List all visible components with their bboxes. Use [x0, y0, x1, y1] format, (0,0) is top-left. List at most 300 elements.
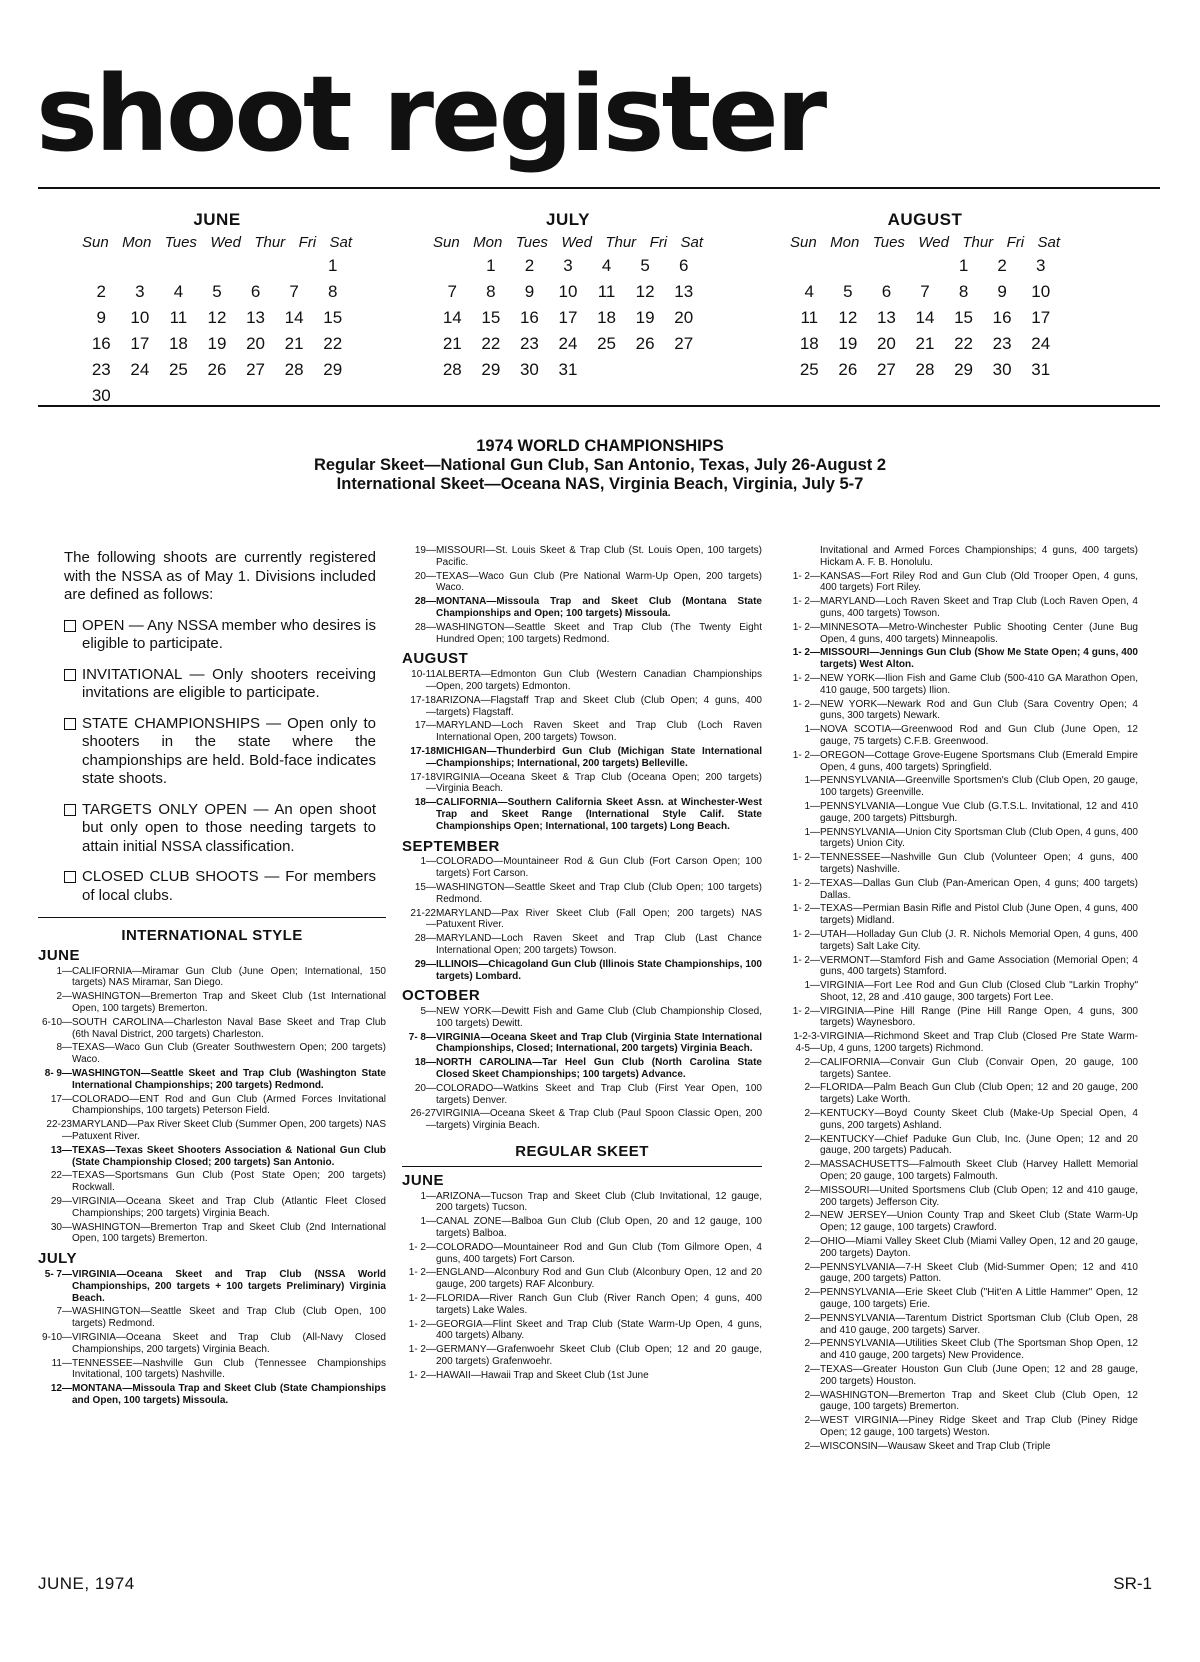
shoot-date: 1- 2—	[792, 570, 820, 582]
shoot-description: NEW JERSEY—Union County Trap and Skeet Club (State Warm-Up Open; 12 gauge, 100 targets) Crawford.	[820, 1210, 1138, 1234]
shoot-description: COLORADO—Watkins Skeet and Trap Club (First Year Open, 100 targets) Denver.	[436, 1082, 762, 1106]
definition-text: INVITATIONAL — Only shooters receiving invitations are eligible to participate.	[82, 665, 376, 701]
shoot-entry	[38, 1119, 386, 1143]
shoot-date: 30—	[50, 1221, 72, 1233]
calendar-day	[159, 254, 198, 278]
calendar-day: 26	[635, 334, 655, 353]
calendar-day: 5	[212, 282, 222, 301]
shoot-description: MISSOURI—United Sportsmens Club (Club Open; 12 and 410 gauge, 200 targets) Jefferson City.	[820, 1184, 1138, 1208]
shoot-entry	[786, 852, 1138, 876]
weekday-label: Fri	[1006, 234, 1025, 251]
calendar-day	[275, 254, 314, 278]
calendar-day: 15	[954, 308, 974, 327]
shoot-description: MINNESOTA—Metro-Winchester Public Shooting Center (June Bug Open, 4 guns, 400 targets) Minneapolis.	[820, 621, 1138, 645]
division-definitions	[64, 617, 376, 906]
shoot-entry	[402, 1108, 762, 1132]
shoot-description: VIRGINIA—Richmond Skeet and Trap Club (Closed Pre State Warm-Up, 4 guns, 1200 targets) Richmond.	[820, 1031, 1138, 1055]
calendar-june	[82, 210, 352, 408]
column-3	[786, 545, 1138, 1455]
calendar-day: 29	[954, 360, 974, 379]
calendar-month-name: JUNE	[193, 210, 241, 229]
shoot-description: TEXAS—Waco Gun Club (Greater Southwestern Open; 200 targets) Waco.	[72, 1042, 386, 1066]
shoot-description: MARYLAND—Pax River Skeet Club (Summer Open, 200 targets) NAS Patuxent River.	[72, 1119, 386, 1142]
shoot-date: 1- 2—	[792, 954, 820, 966]
weekday-label: Sun	[433, 234, 460, 251]
shoot-date: 17-18—	[410, 694, 436, 718]
shoot-date: 1—	[420, 856, 436, 868]
shoot-date: 18—	[414, 797, 436, 809]
month-heading-august: AUGUST	[402, 650, 469, 668]
checkbox-icon	[64, 871, 76, 883]
shoot-description: VIRGINIA—Oceana Skeet and Trap Club (Atlantic Fleet Closed Championships; 200 targets) Virginia Beach.	[72, 1195, 386, 1219]
shoot-description: PENNSYLVANIA—Greenville Sportsmen's Club (Club Open, 20 gauge, 100 targets) Greenville.	[820, 775, 1138, 799]
calendar-day: 29	[323, 360, 343, 379]
calendar-day: 10	[130, 308, 150, 327]
shoot-date: 1- 2—	[792, 749, 820, 761]
shoot-entry	[38, 1170, 386, 1194]
shoot-entry	[402, 1319, 762, 1343]
shoot-entry	[786, 929, 1138, 953]
shoot-date: 1—	[804, 980, 820, 992]
shoot-date: 19—	[414, 545, 436, 556]
shoot-entry	[38, 1145, 386, 1169]
calendar-weekday-header	[790, 234, 1060, 251]
calendar-day	[121, 254, 160, 278]
shoot-date: 5—	[420, 1006, 436, 1018]
calendar-day: 21	[915, 334, 935, 353]
weekday-label: Sun	[82, 234, 109, 251]
calendar-day: 15	[481, 308, 501, 327]
shoot-date: 8—	[56, 1042, 72, 1054]
shoot-description: GEORGIA—Flint Skeet and Trap Club (State Warm-Up Open, 4 guns, 400 targets) Albany.	[436, 1318, 762, 1342]
calendar-day: 1	[486, 256, 496, 275]
shoot-date: 7—	[56, 1306, 72, 1318]
shoot-description: NEW YORK—Newark Rod and Gun Club (Sara Coventry Open; 4 guns, 300 targets) Newark.	[820, 698, 1138, 722]
calendar-day: 13	[876, 308, 896, 327]
shoot-entry	[38, 1196, 386, 1220]
shoot-date: 1- 2—	[792, 672, 820, 684]
calendar-day: 1	[327, 256, 338, 275]
shoot-description: VIRGINIA—Fort Lee Rod and Gun Club (Closed Club "Larkin Trophy" Shoot, 12, 28 and .410 gauge, 300 targets) Fort Lee.	[820, 980, 1138, 1003]
division-definition	[64, 715, 376, 789]
footer-date: JUNE, 1974	[38, 1574, 135, 1593]
calendar-day: 18	[597, 308, 617, 327]
calendar-day: 17	[558, 308, 578, 327]
division-definition	[64, 666, 376, 703]
calendar-day: 14	[915, 308, 935, 327]
section-divider	[38, 917, 386, 918]
shoot-entry	[786, 1031, 1138, 1055]
shoot-date: 10-11—	[411, 669, 436, 692]
calendar-day: 9	[997, 282, 1007, 301]
calendar-date-grid	[433, 254, 703, 382]
shoot-entry	[786, 1159, 1138, 1183]
shoot-entry	[402, 856, 762, 880]
calendar-day: 28	[915, 360, 935, 379]
shoot-entry	[38, 1094, 386, 1118]
weekday-label: Mon	[473, 234, 503, 251]
weekday-label: Thur	[605, 234, 637, 251]
shoot-date: 2—	[804, 1389, 820, 1401]
shoot-description: PENNSYLVANIA—Union City Sportsman Club (Club Open, 4 guns, 400 targets) Union City.	[820, 826, 1138, 850]
calendar-day: 21	[284, 334, 304, 353]
shoot-entry	[786, 1313, 1138, 1337]
shoot-description: VIRGINIA—Oceana Skeet & Trap Club (Oceana Open; 200 targets) Virginia Beach.	[436, 771, 762, 795]
regular-skeet-heading: REGULAR SKEET	[515, 1143, 649, 1161]
shoot-description: KENTUCKY—Chief Paduke Gun Club, Inc. (June Open; 12 and 20 gauge, 200 targets) Paducah.	[820, 1133, 1138, 1157]
calendar-day: 30	[91, 386, 111, 405]
shoot-description: PENNSYLVANIA—Erie Skeet Club ("Hit'en A Little Hammer" Open, 12 gauge, 100 targets) Erie.	[820, 1287, 1138, 1311]
shoot-description: WISCONSIN—Wausaw Skeet and Trap Club (Triple	[820, 1440, 1051, 1452]
checkbox-icon	[64, 804, 76, 816]
calendar-day: 25	[168, 360, 188, 379]
shoot-description: MONTANA—Missoula Trap and Skeet Club (Montana State Championships and Open; 100 targets) Missoula.	[436, 596, 762, 619]
shoot-date: 2—	[804, 1287, 820, 1299]
calendar-day: 5	[843, 282, 853, 301]
calendar-day: 14	[284, 308, 304, 327]
shoot-description: MARYLAND—Pax River Skeet Club (Fall Open; 200 targets) NAS Patuxent River.	[436, 907, 762, 931]
weekday-label: Fri	[298, 234, 317, 251]
month-heading-september: SEPTEMBER	[402, 837, 500, 855]
calendar-day: 7	[289, 282, 299, 301]
shoot-date: 2—	[804, 1261, 820, 1273]
calendar-day	[82, 254, 121, 278]
shoot-description: WASHINGTON—Seattle Skeet and Trap Club (Club Open, 100 targets) Redmond.	[72, 1306, 386, 1330]
shoot-description: OREGON—Cottage Grove-Eugene Sportsmans Club (Emerald Empire Open, 4 guns, 400 targets) Springfield.	[820, 749, 1138, 773]
calendar-day: 7	[920, 282, 930, 301]
shoot-entry	[786, 1108, 1138, 1132]
calendar-day	[906, 254, 945, 278]
shoot-date: 1-2-3-4-5—	[793, 1031, 820, 1055]
shoot-description: WASHINGTON—Seattle Skeet and Trap Club (Washington State International Championships; 200 targets) Redmond.	[72, 1067, 386, 1091]
shoot-description: ARIZONA—Flagstaff Trap and Skeet Club (Club Open; 4 guns, 400 targets) Flagstaff.	[436, 694, 762, 718]
shoot-description: OHIO—Miami Valley Skeet Club (Miami Valley Open, 12 and 20 gauge, 200 targets) Dayton.	[820, 1236, 1138, 1259]
shoot-entry	[38, 1269, 386, 1304]
calendar-day: 16	[992, 308, 1012, 327]
calendar-bottom-divider	[38, 405, 1160, 407]
shoot-entry	[786, 1185, 1138, 1209]
shoot-entry	[402, 1032, 762, 1056]
calendar-day	[867, 254, 906, 278]
calendar-day: 26	[207, 360, 227, 379]
calendar-day: 6	[881, 282, 892, 301]
calendar-day: 12	[635, 282, 655, 301]
international-july-list	[38, 1269, 386, 1407]
shoot-entry	[38, 1358, 386, 1382]
calendar-august	[790, 210, 1060, 382]
international-june-list	[38, 966, 386, 1246]
shoot-description: TEXAS—Permian Basin Rifle and Pistol Club (June Open, 4 guns, 400 targets) Midland.	[820, 903, 1138, 927]
shoot-entry	[786, 955, 1138, 979]
shoot-entry	[402, 1370, 762, 1382]
shoot-entry	[402, 545, 762, 569]
shoot-date: 1- 2—	[792, 1005, 820, 1017]
shoot-description: NORTH CAROLINA—Tar Heel Gun Club (North Carolina State Closed Skeet Championships; 100 targets) Advance.	[436, 1057, 762, 1081]
masthead-title: shoot register	[36, 53, 825, 175]
shoot-description: CALIFORNIA—Miramar Gun Club (June Open; International, 150 targets) NAS Miramar, San Diego.	[72, 965, 386, 989]
shoot-description: VIRGINIA—Oceana Skeet and Trap Club (Virginia State International Championships, Closed; International, 200 targets) Virginia Beach.	[436, 1031, 762, 1055]
shoot-description: COLORADO—ENT Rod and Gun Club (Armed Forces Invitational Championships, 100 targets) Peterson Field.	[72, 1093, 386, 1117]
regular-june-continued-list	[786, 545, 1138, 1453]
shoot-entry	[786, 545, 1138, 569]
calendar-day: 12	[838, 308, 858, 327]
calendar-day	[829, 254, 868, 278]
calendar-day: 2	[96, 282, 107, 301]
calendar-day: 23	[91, 360, 111, 379]
championships-title: 1974 WORLD CHAMPIONSHIPS	[476, 437, 724, 455]
shoot-entry	[786, 1364, 1138, 1388]
shoot-entry	[402, 622, 762, 646]
calendar-day: 5	[640, 256, 650, 275]
shoot-entry	[786, 1236, 1138, 1260]
shoot-date: 1—	[804, 724, 820, 736]
definition-text: STATE CHAMPIONSHIPS — Open only to shooters in the state where the championships are held. Bold-face indicates state shoots.	[82, 714, 376, 787]
shoot-entry	[402, 669, 762, 693]
shoot-entry	[786, 571, 1138, 595]
shoot-description: VIRGINIA—Oceana Skeet & Trap Club (Paul Spoon Classic Open, 200 targets) Virginia Beach.	[436, 1108, 762, 1132]
calendar-day: 6	[250, 282, 261, 301]
shoot-description: CALIFORNIA—Convair Gun Club (Convair Open, 20 gauge, 100 targets) Santee.	[820, 1056, 1138, 1080]
shoot-entry	[38, 1383, 386, 1407]
shoot-description: MASSACHUSETTS—Falmouth Skeet Club (Harvey Hallett Memorial Open; 20 gauge, 100 targets) Falmouth.	[820, 1159, 1138, 1183]
division-definition	[64, 868, 376, 905]
shoot-entry	[38, 1306, 386, 1330]
calendar-day: 16	[91, 334, 111, 353]
shoot-description: WASHINGTON—Seattle Skeet and Trap Club (Club Open; 100 targets) Redmond.	[436, 881, 762, 905]
calendar-day: 24	[558, 334, 578, 353]
shoot-date: 28—	[414, 933, 436, 945]
calendar-date-grid	[82, 254, 352, 408]
calendar-day: 30	[519, 360, 539, 379]
shoot-description: KENTUCKY—Boyd County Skeet Club (Make-Up Special Open, 4 guns, 200 targets) Ashland.	[820, 1108, 1138, 1131]
shoot-entry	[786, 1338, 1138, 1362]
calendar-day: 4	[601, 256, 612, 275]
shoot-date: 2—	[804, 1159, 820, 1171]
shoot-date: 1- 2—	[792, 647, 820, 659]
shoot-date: 1—	[804, 826, 820, 838]
calendar-day: 3	[135, 282, 145, 301]
international-style-heading: INTERNATIONAL STYLE	[121, 927, 303, 944]
shoot-date: 20—	[414, 1082, 436, 1094]
shoot-date: 2—	[804, 1082, 820, 1094]
championships-regular: Regular Skeet—National Gun Club, San Antonio, Texas, July 26-August 2	[313, 456, 887, 474]
calendar-day: 1	[958, 256, 969, 275]
weekday-label: Fri	[649, 234, 668, 251]
calendar-day: 15	[323, 308, 343, 327]
international-october-list	[402, 1006, 762, 1132]
weekday-label: Thur	[962, 234, 994, 251]
shoot-description: WASHINGTON—Seattle Skeet and Trap Club (The Twenty Eight Hundred Open; 100 targets) Redmond.	[436, 621, 762, 645]
shoot-entry	[786, 775, 1138, 799]
calendar-day: 27	[246, 360, 266, 379]
shoot-entry	[786, 673, 1138, 697]
calendar-day: 26	[838, 360, 858, 379]
shoot-entry	[402, 746, 762, 770]
calendar-weekday-header	[433, 234, 703, 251]
calendar-day: 4	[804, 282, 815, 301]
calendar-day: 16	[519, 308, 539, 327]
calendar-day: 22	[323, 334, 343, 353]
shoot-entry	[402, 596, 762, 620]
shoot-date: 2—	[804, 1415, 820, 1427]
championships-international: International Skeet—Oceana NAS, Virginia Beach, Virginia, July 5-7	[336, 475, 864, 493]
shoot-entry	[38, 1332, 386, 1356]
shoot-description: WASHINGTON—Bremerton Trap and Skeet Club (2nd International Open, 100 targets) Bremerton.	[72, 1221, 386, 1245]
calendar-day: 28	[442, 360, 462, 379]
shoot-description: FLORIDA—River Ranch Gun Club (River Ranch Open; 4 guns, 400 targets) Lake Wales.	[436, 1293, 762, 1316]
calendar-day: 8	[958, 282, 969, 301]
weekday-label: Tues	[515, 234, 548, 251]
shoot-entry	[402, 571, 762, 595]
checkbox-icon	[64, 718, 76, 730]
calendar-day	[433, 254, 472, 278]
shoot-description: KANSAS—Fort Riley Rod and Gun Club (Old Trooper Open, 4 guns, 400 targets) Fort Riley.	[820, 570, 1138, 594]
shoot-date: 1- 2—	[792, 698, 820, 710]
shoot-entry	[402, 1057, 762, 1081]
shoot-date: 26-27—	[410, 1108, 436, 1132]
calendar-day: 10	[1031, 282, 1051, 301]
calendar-day: 28	[284, 360, 304, 379]
shoot-date: 2—	[56, 991, 72, 1003]
shoot-date: 22-23—	[46, 1119, 72, 1142]
shoot-description: SOUTH CAROLINA—Charleston Naval Base Skeet and Trap Club (6th Naval District, 200 targets) Charleston.	[72, 1016, 386, 1040]
shoot-date: 1- 2—	[408, 1318, 436, 1330]
calendar-day: 10	[558, 282, 578, 301]
shoot-description: COLORADO—Mountaineer Rod and Gun Club (Tom Gilmore Open, 4 guns, 400 targets) Fort Carson.	[436, 1241, 762, 1265]
shoot-description: CANAL ZONE—Balboa Gun Club (Club Open, 20 and 12 gauge, 100 targets) Balboa.	[436, 1216, 762, 1240]
shoot-description: ILLINOIS—Chicagoland Gun Club (Illinois State Championships, 100 targets) Lombard.	[436, 958, 762, 982]
shoot-description: TENNESSEE—Nashville Gun Club (Tennessee Championships Invitational, 100 targets) Nashville.	[72, 1357, 386, 1381]
calendar-day: 22	[954, 334, 974, 353]
shoot-description: TEXAS—Greater Houston Gun Club (June Open; 12 and 28 gauge, 200 targets) Houston.	[820, 1364, 1138, 1387]
shoot-entry	[786, 801, 1138, 825]
shoot-description: MARYLAND—Loch Raven Skeet and Trap Club (Loch Raven Open, 4 guns, 400 targets) Towson.	[820, 596, 1138, 619]
shoot-date: 1- 2—	[792, 596, 820, 608]
shoot-entry	[786, 1210, 1138, 1234]
weekday-label: Sat	[1037, 234, 1060, 251]
shoot-entry	[786, 699, 1138, 723]
intro-paragraph: The following shoots are currently registered with the NSSA as of May 1. Divisions included are defined as follows:	[64, 549, 376, 603]
shoot-date: 2—	[804, 1236, 820, 1248]
calendar-day: 9	[96, 308, 107, 327]
calendar-day: 25	[799, 360, 819, 379]
shoot-entry	[786, 750, 1138, 774]
shoot-date: 1- 2—	[792, 852, 820, 864]
division-definition	[64, 617, 376, 654]
shoot-description: VERMONT—Stamford Fish and Game Association (Memorial Open; 4 guns, 400 targets) Stamford.	[820, 954, 1138, 978]
international-july-continued-list	[402, 545, 762, 645]
shoot-date: 1—	[420, 1190, 436, 1202]
shoot-entry	[402, 797, 762, 832]
shoot-entry	[402, 695, 762, 719]
shoot-entry	[786, 878, 1138, 902]
shoot-date: 1—	[56, 965, 72, 977]
calendar-day: 11	[169, 308, 188, 327]
shoot-description: PENNSYLVANIA—Tarentum District Sportsman Club (Club Open, 28 and 410 gauge, 200 targets) Sarver.	[820, 1312, 1138, 1336]
shoot-entry	[402, 1006, 762, 1030]
shoot-description: NOVA SCOTIA—Greenwood Rod and Gun Club (June Open, 12 gauge, 75 targets) C.F.B. Greenwood.	[820, 724, 1138, 747]
shoot-date: 1- 2—	[792, 903, 820, 915]
shoot-entry	[786, 1287, 1138, 1311]
shoot-date: 1- 2—	[408, 1369, 436, 1381]
calendar-day: 23	[519, 334, 539, 353]
shoot-description: CALIFORNIA—Southern California Skeet Assn. at Winchester-West Trap and Skeet Range (International Style Calif. State Championships Open; International, 100 targets) Long Beach.	[436, 797, 762, 832]
weekday-label: Wed	[561, 234, 592, 251]
shoot-date: 2—	[804, 1056, 820, 1068]
checkbox-icon	[64, 669, 76, 681]
shoot-date: 22—	[50, 1170, 72, 1182]
month-heading-june: JUNE	[38, 946, 81, 964]
page-number: SR-1	[1113, 1574, 1152, 1593]
shoot-date: 1- 2—	[792, 928, 820, 940]
shoot-date: 5- 7—	[44, 1268, 72, 1280]
calendar-day	[790, 254, 829, 278]
shoot-entry	[38, 991, 386, 1015]
definition-text: OPEN — Any NSSA member who desires is eligible to participate.	[82, 616, 376, 652]
shoot-date: 2—	[804, 1108, 820, 1120]
shoot-entry	[402, 959, 762, 983]
shoot-date: 1- 2—	[792, 621, 820, 633]
calendar-day: 4	[173, 282, 184, 301]
shoot-description: VIRGINIA—Oceana Skeet and Trap Club (All-Navy Closed Championships, 200 targets) Virginia Beach.	[72, 1331, 386, 1355]
shoot-date: 17-18—	[410, 745, 436, 769]
shoot-description: MARYLAND—Loch Raven Skeet and Trap Club (Loch Raven International Open, 200 targets) Towson.	[436, 720, 762, 744]
month-heading-june: JUNE	[402, 1171, 445, 1189]
shoot-entry	[786, 1441, 1138, 1453]
shoot-date: 1- 2—	[408, 1344, 436, 1356]
calendar-day: 27	[674, 334, 694, 353]
shoot-description: MARYLAND—Loch Raven Skeet and Trap Club (Last Chance International Open; 200 targets) Towson.	[436, 933, 762, 956]
shoot-entry	[38, 966, 386, 990]
calendar-day: 31	[558, 360, 578, 379]
column-1	[38, 545, 386, 1409]
calendar-day: 3	[1035, 256, 1046, 275]
weekday-label: Tues	[164, 234, 197, 251]
shoot-description: TENNESSEE—Nashville Gun Club (Volunteer Open; 4 guns, 400 targets) Nashville.	[820, 852, 1138, 875]
calendar-day: 6	[678, 256, 689, 275]
shoot-date: 29—	[50, 1195, 72, 1207]
shoot-entry	[402, 1083, 762, 1107]
shoot-entry	[402, 1267, 762, 1291]
division-definition	[64, 801, 376, 857]
calendar-day: 21	[442, 334, 462, 353]
calendar-month-name: AUGUST	[887, 210, 963, 229]
shoot-description: VIRGINIA—Pine Hill Range (Pine Hill Range Open, 4 guns, 300 targets) Waynesboro.	[820, 1005, 1138, 1029]
shoot-description: WEST VIRGINIA—Piney Ridge Skeet and Trap Club (Piney Ridge Open; 12 gauge, 100 targets) Weston.	[820, 1415, 1138, 1438]
calendar-day: 27	[876, 360, 896, 379]
international-august-list	[402, 669, 762, 832]
shoot-description: TEXAS—Texas Skeet Shooters Association & National Gun Club (State Championship Closed; 200 targets) San Antonio.	[72, 1144, 386, 1168]
calendar-day: 18	[168, 334, 188, 353]
shoot-description: PENNSYLVANIA—Utilities Skeet Club (The Sportsman Shop Open, 12 and 410 gauge, 200 targets) New Providence.	[820, 1338, 1138, 1362]
calendar-day: 17	[130, 334, 150, 353]
calendar-day: 24	[130, 360, 150, 379]
shoot-description: ARIZONA—Tucson Trap and Skeet Club (Club Invitational, 12 gauge, 200 targets) Tucson.	[436, 1190, 762, 1214]
shoot-description: NEW YORK—Dewitt Fish and Game Club (Club Championship Closed, 100 targets) Dewitt.	[436, 1006, 762, 1029]
shoot-date: 6-10—	[41, 1016, 72, 1028]
calendar-day: 22	[481, 334, 501, 353]
shoot-date: 1—	[420, 1216, 436, 1228]
shoot-date: 17-18—	[410, 771, 436, 795]
calendar-day: 24	[1031, 334, 1051, 353]
shoot-date: 2—	[804, 1184, 820, 1196]
shoot-entry	[786, 980, 1138, 1004]
calendar-day: 20	[674, 308, 694, 327]
shoot-date: 17—	[414, 720, 436, 732]
definition-text: TARGETS ONLY OPEN — An open shoot but only open to those needing targets to attain initial NSSA classification.	[82, 800, 376, 855]
shoot-date: 2—	[804, 1364, 820, 1375]
shoot-description: FLORIDA—Palm Beach Gun Club (Club Open; 12 and 20 gauge, 200 targets) Lake Worth.	[820, 1082, 1138, 1106]
